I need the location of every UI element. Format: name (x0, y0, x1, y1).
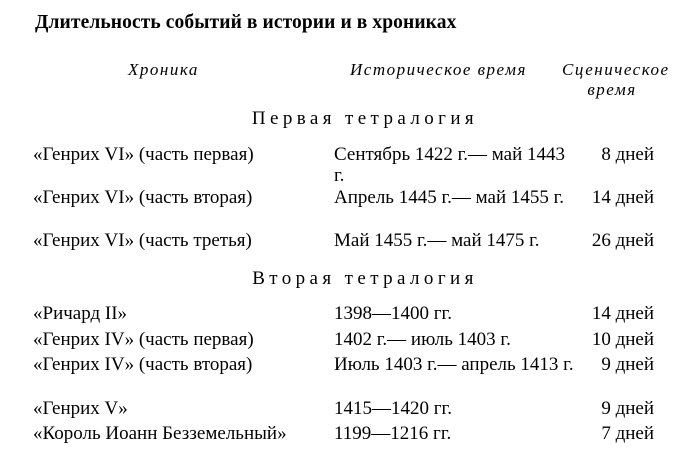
chronicle-cell: «Генрих IV» (часть вторая) (33, 354, 253, 375)
table-title: Длительность событий в истории и в хрониках (35, 12, 457, 33)
chronicle-cell: «Генрих V» (33, 398, 128, 419)
chronicle-cell: «Генрих IV» (часть первая) (33, 329, 254, 350)
stage-time-cell: 9 дней (601, 354, 654, 375)
column-header-historical-time: Историческое время (350, 60, 527, 79)
chronicle-cell: «Генрих VI» (часть третья) (33, 230, 252, 251)
section-heading-second-tetralogy: Вторая тетралогия (252, 268, 478, 289)
stage-time-cell: 14 дней (591, 303, 654, 324)
historical-time-cell: 1415—1420 гг. (334, 398, 452, 419)
historical-time-cell: 1199—1216 гг. (334, 423, 452, 444)
stage-time-cell: 10 дней (591, 329, 654, 350)
stage-time-cell: 7 дней (601, 423, 654, 444)
historical-time-cell: Июль 1403 г.— апрель 1413 г. (334, 354, 574, 375)
historical-time-cell: 1398—1400 гг. (334, 303, 452, 324)
stage-time-cell: 9 дней (601, 398, 654, 419)
chronicle-cell: «Ричард II» (33, 303, 128, 324)
stage-time-cell: 14 дней (591, 187, 654, 208)
column-header-chronicle: Хроника (128, 60, 199, 79)
chronicle-cell: «Генрих VI» (часть первая) (33, 144, 254, 165)
historical-time-cell: Сентябрь 1422 г.— май 1443 г. (334, 144, 566, 186)
column-header-stage-time (562, 60, 670, 100)
historical-time-cell: 1402 г.— июль 1403 г. (334, 329, 511, 350)
chronicle-cell: «Генрих VI» (часть вторая) (33, 187, 253, 208)
historical-time-cell: Апрель 1445 г.— май 1455 г. (334, 187, 565, 208)
column-header-stage-line2: время (587, 80, 637, 99)
section-heading-first-tetralogy: Первая тетралогия (251, 108, 479, 129)
chronicle-cell: «Король Иоанн Безземельный» (33, 423, 287, 444)
stage-time-cell: 8 дней (601, 144, 654, 165)
column-header-stage-line1: Сценическое (562, 60, 670, 79)
historical-time-cell: Май 1455 г.— май 1475 г. (334, 230, 540, 251)
stage-time-cell: 26 дней (591, 230, 654, 251)
